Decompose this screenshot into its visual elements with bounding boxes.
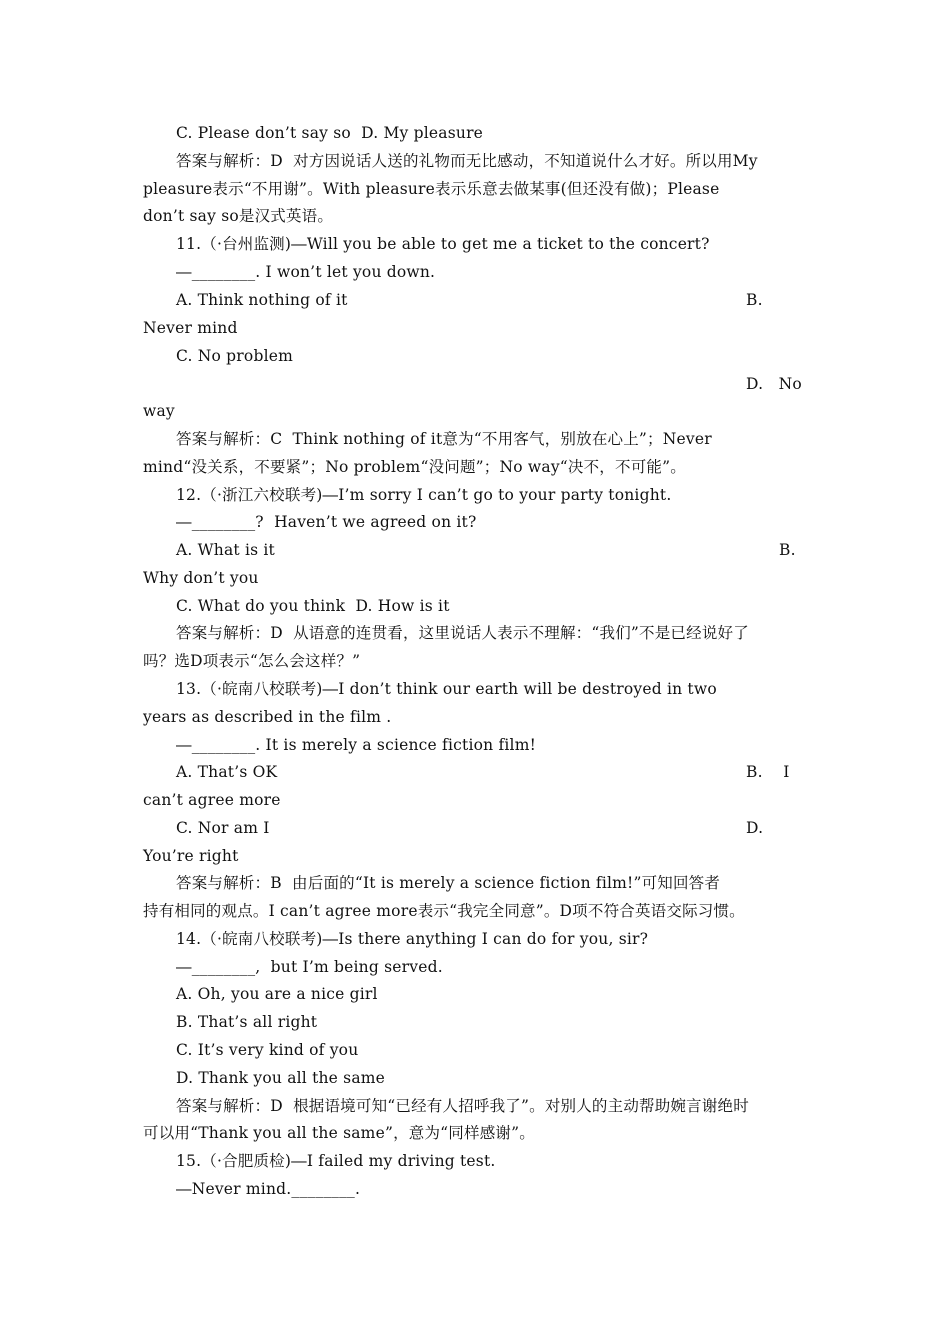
- q13-question-line-1: 13.（·皖南八校联考)―I don’t think our earth will be destroyed in two: [176, 680, 717, 698]
- q12-option-b-label: B.: [779, 541, 796, 559]
- q10-answer-line-3: don’t say so是汉式英语。: [143, 207, 334, 225]
- q13-option-b-label: B. I: [746, 763, 790, 781]
- q12-question: 12.（·浙江六校联考)―I’m sorry I can’t go to your party tonight.: [176, 486, 672, 504]
- q10-answer-line-2: pleasure表示“不用谢”。With pleasure表示乐意去做某事(但还没有做)；Please: [143, 180, 720, 198]
- q14-option-a: A. Oh, you are a nice girl: [176, 985, 378, 1003]
- q14-option-c: C. It’s very kind of you: [176, 1041, 359, 1059]
- q14-answer-line-2: 可以用“Thank you all the same”，意为“同样感谢”。: [143, 1124, 535, 1142]
- q13-option-d-label: D.: [746, 819, 764, 837]
- q14-option-d: D. Thank you all the same: [176, 1069, 386, 1087]
- q12-option-b-text: Why don’t you: [143, 569, 259, 587]
- q10-answer-line-1: 答案与解析：D 对方因说话人送的礼物而无比感动，不知道说什么才好。所以用My: [176, 152, 758, 170]
- q13-answer-line-2: 持有相同的观点。I can’t agree more表示“我完全同意”。D项不符合英语交际习惯。: [143, 902, 745, 920]
- q11-option-d-label: D. No: [746, 375, 802, 393]
- q13-answer-line-1: 答案与解析：B 由后面的“It is merely a science fiction film!”可知回答者: [176, 874, 721, 892]
- q13-option-b-text: can’t agree more: [143, 791, 281, 809]
- q12-option-c-d: C. What do you think D. How is it: [176, 597, 450, 615]
- q13-option-a: A. That’s OK: [176, 763, 278, 781]
- q12-option-a: A. What is it: [176, 541, 275, 559]
- q15-question: 15.（·合肥质检)―I failed my driving test.: [176, 1152, 496, 1170]
- q11-option-b-text: Never mind: [143, 319, 238, 337]
- q14-question: 14.（·皖南八校联考)―Is there anything I can do for you, sir?: [176, 930, 649, 948]
- q14-reply: ―________, but I’m being served.: [176, 958, 443, 976]
- q12-reply: ―________? Haven’t we agreed on it?: [176, 513, 477, 531]
- q11-option-b-label: B.: [746, 291, 763, 309]
- q11-option-d-text: way: [143, 402, 175, 420]
- q13-option-c: C. Nor am I: [176, 819, 270, 837]
- q14-option-b: B. That’s all right: [176, 1013, 318, 1031]
- q13-reply: ―________. It is merely a science fiction film!: [176, 736, 537, 754]
- q10-option-c-d: C. Please don’t say so D. My pleasure: [176, 124, 484, 142]
- q12-answer-line-2: 吗？选D项表示“怎么会这样？”: [143, 652, 361, 670]
- q15-reply: ―Never mind.________.: [176, 1180, 361, 1198]
- q11-answer-line-1: 答案与解析：C Think nothing of it意为“不用客气，别放在心上”；Never: [176, 430, 712, 448]
- q14-answer-line-1: 答案与解析：D 根据语境可知“已经有人招呼我了”。对别人的主动帮助婉言谢绝时: [176, 1097, 749, 1115]
- q11-question: 11.（·台州监测)―Will you be able to get me a ticket to the concert?: [176, 235, 710, 253]
- q13-question-line-2: years as described in the film .: [143, 708, 392, 726]
- q11-option-c: C. No problem: [176, 347, 293, 365]
- q11-answer-line-2: mind“没关系，不要紧”；No problem“没问题”；No way“决不，不可能”。: [143, 458, 686, 476]
- q11-option-a: A. Think nothing of it: [176, 291, 348, 309]
- q13-option-d-text: You’re right: [143, 847, 239, 865]
- q12-answer-line-1: 答案与解析：D 从语意的连贯看，这里说话人表示不理解：“我们”不是已经说好了: [176, 624, 749, 642]
- q11-reply: ―________. I won’t let you down.: [176, 263, 436, 281]
